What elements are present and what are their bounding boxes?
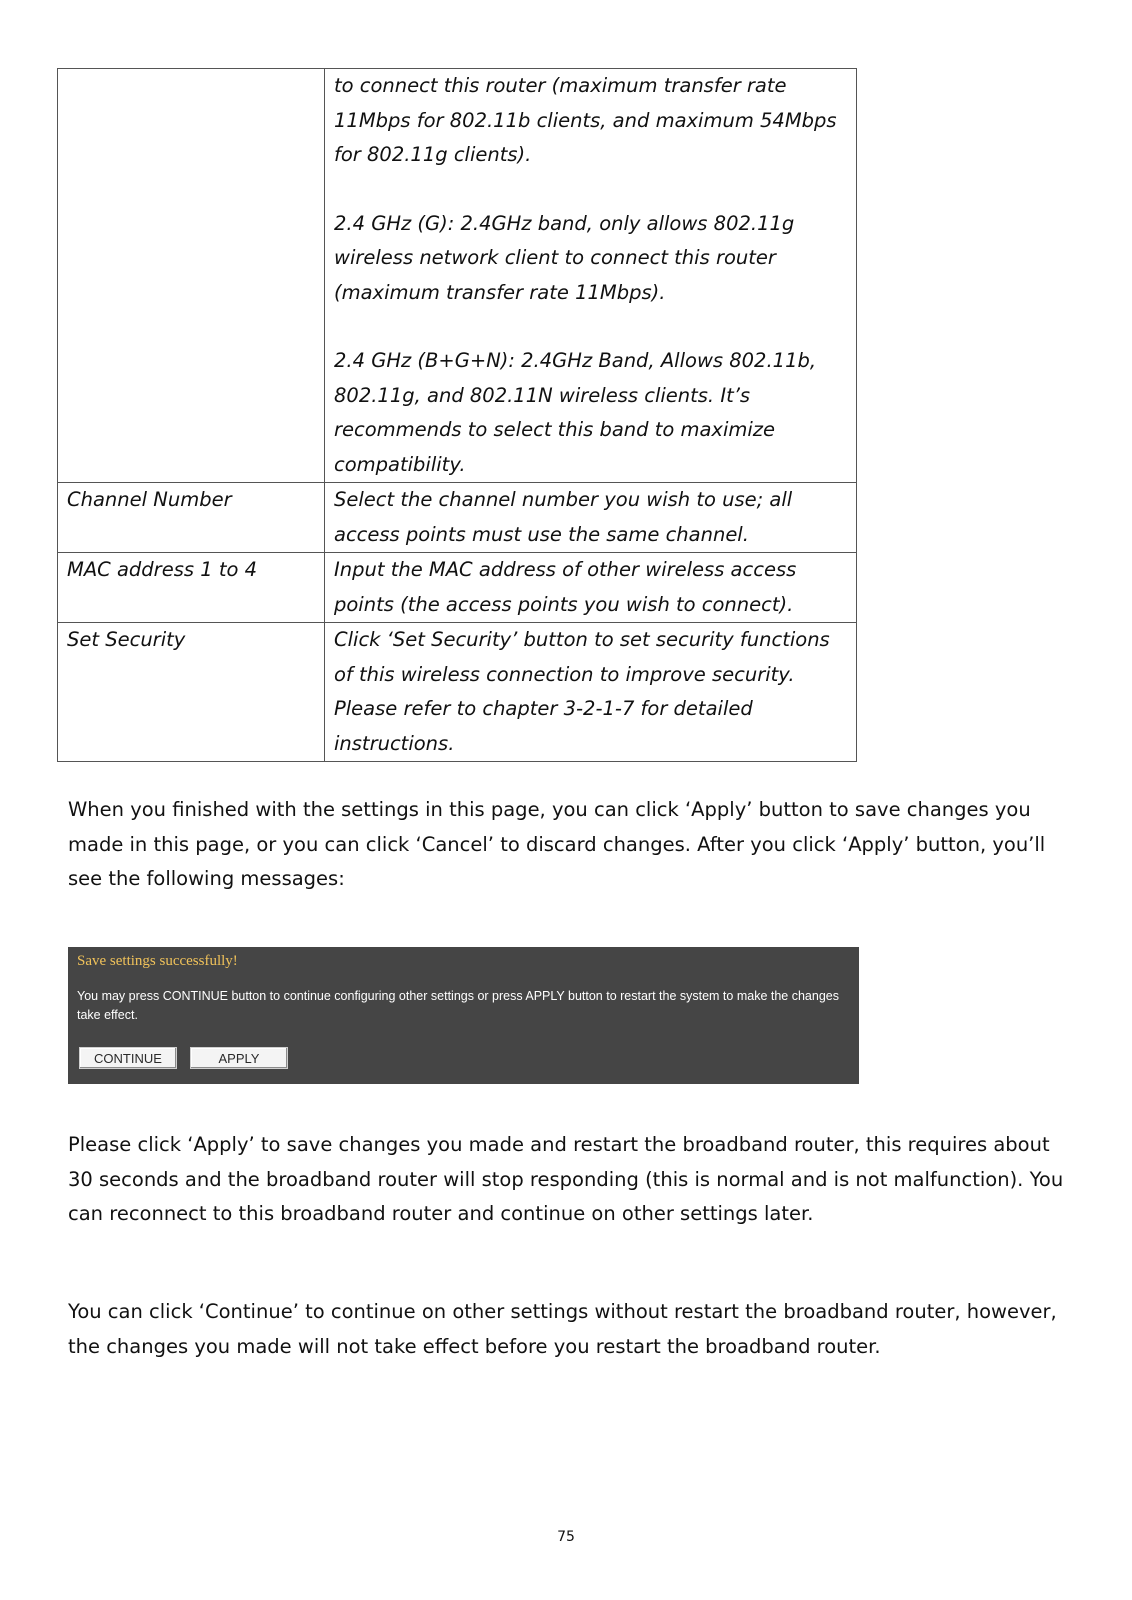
table-row <box>58 483 857 553</box>
description-paragraph: to connect this router (maximum transfer rate 11Mbps for 802.11b clients, and maximum 54Mbps for 802.11g clients). <box>334 74 837 166</box>
paragraph-gap <box>334 173 850 207</box>
parameter-cell: Channel Number <box>58 483 325 553</box>
apply-button[interactable]: APPLY <box>190 1047 288 1069</box>
body-paragraph-apply-note: Please click ‘Apply’ to save changes you made and restart the broadband router, this requires about 30 seconds and the broadband router will stop responding (this is normal and is not malfunction). You can reconnect to this broadband router and continue on other settings later. <box>68 1133 1064 1225</box>
screenshot-message: You may press CONTINUE button to continue configuring other settings or press APPLY button to restart the system to make the changes take effect. <box>77 989 839 1022</box>
save-settings-screenshot <box>68 947 859 1084</box>
table-row <box>58 553 857 623</box>
description-paragraph: 2.4 GHz (G): 2.4GHz band, only allows 802.11g wireless network client to connect this router (maximum transfer rate 11Mbps). <box>334 211 795 304</box>
parameter-cell <box>58 69 325 483</box>
page-number: 75 <box>557 1529 575 1545</box>
screenshot-title: Save settings successfully! <box>77 953 238 969</box>
description-cell: Click ‘Set Security’ button to set security functions of this wireless connection to improve security. Please refer to chapter 3-2-1-7 for detailed instructions. <box>325 623 857 762</box>
continue-button[interactable]: CONTINUE <box>79 1047 177 1069</box>
paragraph-gap <box>334 310 850 344</box>
description-cell: Select the channel number you wish to use; all access points must use the same channel. <box>325 483 857 553</box>
table-row <box>58 69 857 483</box>
parameter-cell: Set Security <box>58 623 325 762</box>
description-cell <box>325 69 857 483</box>
description-paragraph: 2.4 GHz (B+G+N): 2.4GHz Band, Allows 802.11b, 802.11g, and 802.11N wireless clients. It’s recommends to select this band to maximize compatibility. <box>334 349 817 476</box>
body-paragraph-after-table: When you finished with the settings in this page, you can click ‘Apply’ button to save changes you made in this page, or you can click ‘Cancel’ to discard changes. After you click ‘Apply’ button, you’ll see the following messages: <box>68 798 1046 890</box>
table-row <box>58 623 857 762</box>
parameter-cell: MAC address 1 to 4 <box>58 553 325 623</box>
parameter-table <box>57 68 857 762</box>
body-paragraph-continue-note: You can click ‘Continue’ to continue on other settings without restart the broadband router, however, the changes you made will not take effect before you restart the broadband router. <box>68 1300 1057 1358</box>
description-cell: Input the MAC address of other wireless access points (the access points you wish to connect). <box>325 553 857 623</box>
